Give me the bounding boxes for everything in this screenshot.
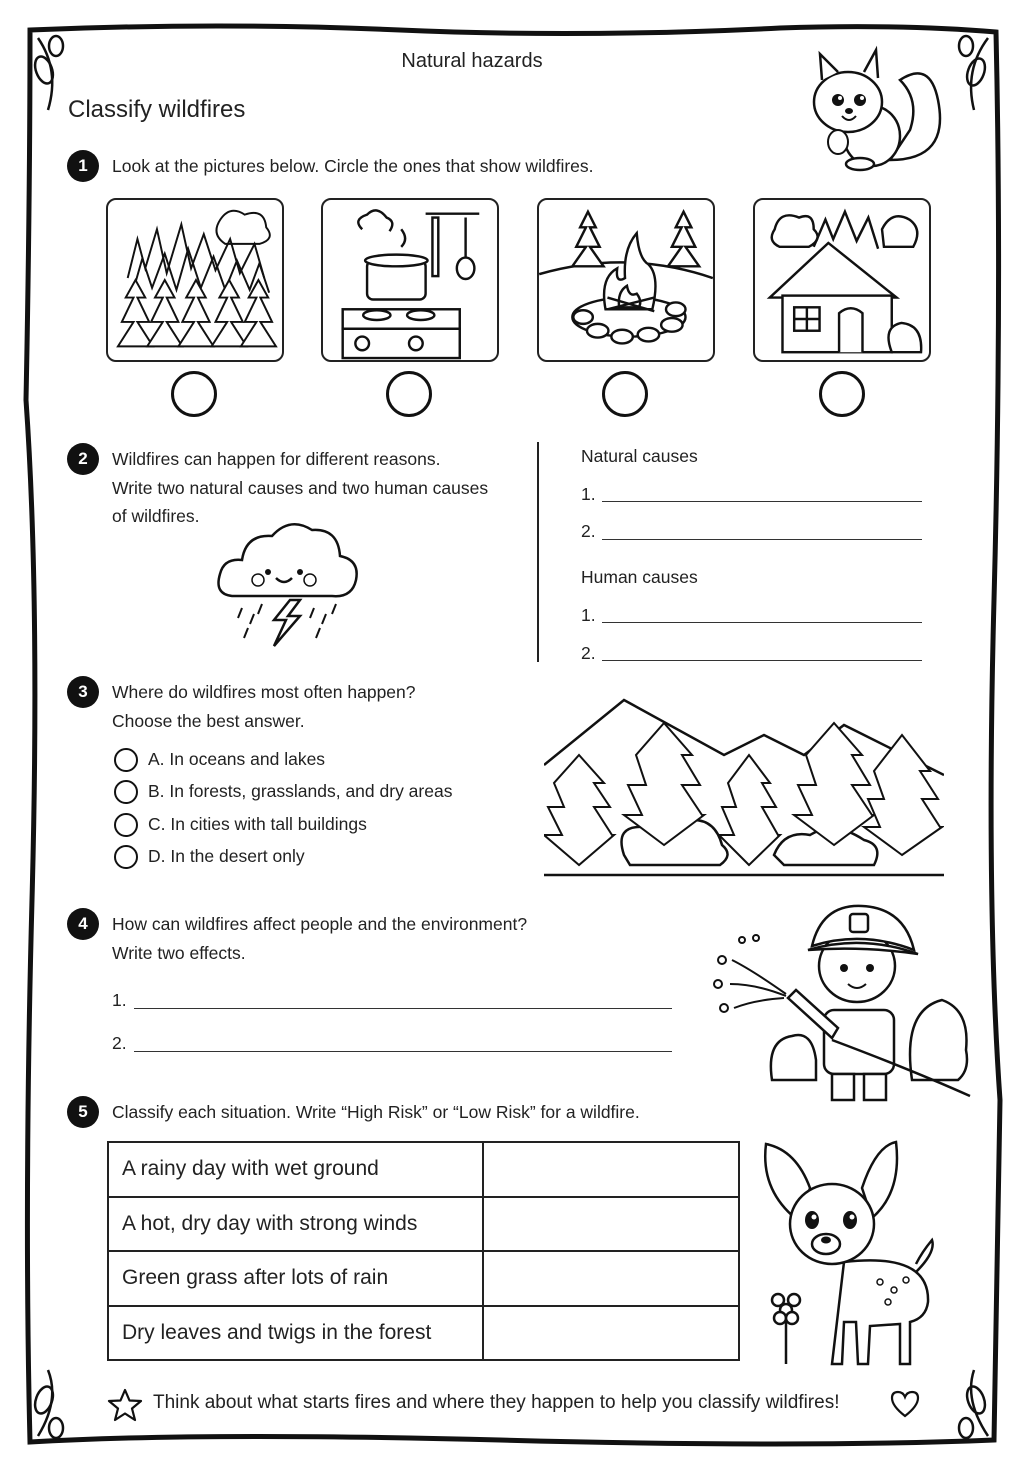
squirrel-icon <box>800 40 950 174</box>
option-a-radio[interactable] <box>114 748 138 772</box>
forest-landscape-icon <box>544 695 944 880</box>
natural-cause-1-line[interactable] <box>602 500 922 502</box>
picture-house-fire <box>753 198 931 362</box>
circle-answer-3[interactable] <box>602 371 648 417</box>
natural-cause-1-number: 1. <box>581 484 596 504</box>
question-2-divider <box>537 442 539 662</box>
option-d-radio[interactable] <box>114 845 138 869</box>
option-d-label: D. In the desert only <box>148 846 305 866</box>
natural-cause-2-line[interactable] <box>602 538 922 540</box>
option-a-label: A. In oceans and lakes <box>148 749 326 769</box>
risk-answer-cell[interactable] <box>483 1142 739 1197</box>
effect-1-line[interactable] <box>134 1007 672 1009</box>
human-causes-heading: Human causes <box>581 567 698 587</box>
question-1-text: Look at the pictures below. Circle the ones that show wildfires. <box>112 156 594 176</box>
table-row <box>108 1306 739 1361</box>
risk-answer-cell[interactable] <box>483 1251 739 1306</box>
risk-answer-cell[interactable] <box>483 1306 739 1361</box>
picture-campfire <box>537 198 715 362</box>
question-2-line-3: of wildfires. <box>112 506 200 526</box>
table-row <box>108 1251 739 1306</box>
corner-vine-bottom-right <box>959 1370 988 1438</box>
question-5-text: Classify each situation. Write “High Risk” or “Low Risk” for a wildfire. <box>112 1102 640 1122</box>
circle-answer-4[interactable] <box>819 371 865 417</box>
house-fire-icon <box>755 200 929 360</box>
natural-cause-2-number: 2. <box>581 521 596 541</box>
question-5-number: 5 <box>67 1096 99 1128</box>
corner-vine-top-left <box>32 36 63 110</box>
star-icon <box>107 1388 143 1422</box>
footer-tip: Think about what starts fires and where they happen to help you classify wildfires! <box>153 1392 840 1413</box>
situation-cell: Green grass after lots of rain <box>108 1251 483 1306</box>
corner-vine-bottom-left <box>32 1370 63 1438</box>
effect-2-number: 2. <box>112 1033 127 1053</box>
subject-heading: Natural hazards <box>401 50 543 72</box>
option-c-radio[interactable] <box>114 813 138 837</box>
campfire-icon <box>539 200 713 360</box>
situation-cell: A rainy day with wet ground <box>108 1142 483 1197</box>
firefighter-icon <box>712 900 974 1110</box>
question-4-line-1: How can wildfires affect people and the environment? <box>112 914 528 934</box>
circle-answer-2[interactable] <box>386 371 432 417</box>
corner-vine-top-right <box>959 36 988 110</box>
question-2-line-1: Wildfires can happen for different reasons. <box>112 449 441 469</box>
human-cause-2-number: 2. <box>581 643 596 663</box>
human-cause-1-line[interactable] <box>602 621 922 623</box>
natural-causes-heading: Natural causes <box>581 446 698 466</box>
human-cause-2-line[interactable] <box>602 659 922 661</box>
forest-fire-icon <box>108 200 282 360</box>
question-4-line-2: Write two effects. <box>112 942 246 963</box>
option-c-label: C. In cities with tall buildings <box>148 814 367 834</box>
question-4-text <box>112 910 527 967</box>
human-cause-1-number: 1. <box>581 605 596 625</box>
cooking-stove-icon <box>323 200 497 360</box>
table-row <box>108 1142 739 1197</box>
storm-cloud-icon <box>212 516 362 652</box>
picture-cooking-stove <box>321 198 499 362</box>
question-1-number: 1 <box>67 150 99 182</box>
option-b-label: B. In forests, grasslands, and dry areas <box>148 781 453 801</box>
deer-icon <box>760 1132 942 1368</box>
question-3-line-2: Choose the best answer. <box>112 710 305 731</box>
risk-answer-cell[interactable] <box>483 1197 739 1252</box>
question-2-line-2: Write two natural causes and two human causes <box>112 477 489 498</box>
question-3-number: 3 <box>67 676 99 708</box>
heart-icon <box>890 1390 920 1418</box>
option-b-radio[interactable] <box>114 780 138 804</box>
picture-forest-fire <box>106 198 284 362</box>
question-2-number: 2 <box>67 443 99 475</box>
effect-1-number: 1. <box>112 990 127 1010</box>
situation-cell: A hot, dry day with strong winds <box>108 1197 483 1252</box>
risk-classification-table <box>107 1141 740 1361</box>
effect-2-line[interactable] <box>134 1050 672 1052</box>
question-4-number: 4 <box>67 908 99 940</box>
worksheet-title: Classify wildfires <box>68 96 246 123</box>
circle-answer-1[interactable] <box>171 371 217 417</box>
question-3-line-1: Where do wildfires most often happen? <box>112 682 416 702</box>
question-3-text <box>112 678 416 735</box>
situation-cell: Dry leaves and twigs in the forest <box>108 1306 483 1361</box>
table-row <box>108 1197 739 1252</box>
